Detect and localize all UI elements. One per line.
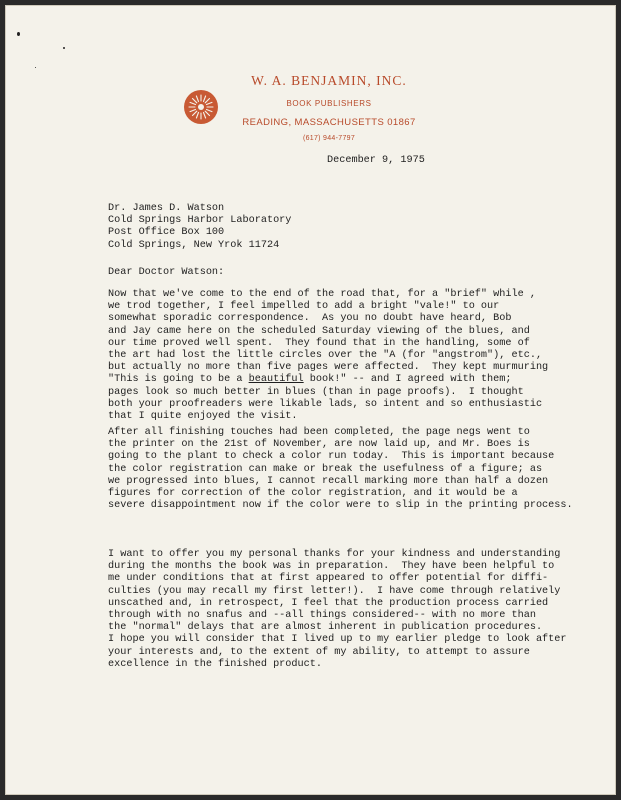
- body-line: pages look so much better in blues (than in page proofs). I thought: [108, 386, 524, 398]
- letter-page: [5, 5, 616, 795]
- body-line: both your proofreaders were likable lads, so intent and so enthusiastic: [108, 398, 543, 410]
- body-line: [108, 374, 548, 386]
- body-text: book!" -- and I agreed with them;: [303, 374, 512, 386]
- recipient-line: Post Office Box 100: [108, 227, 225, 239]
- body-line: but actually no more than five pages were affected. They kept murmuring: [108, 362, 549, 374]
- body-line: and Jay came here on the scheduled Saturday viewing of the blues, and: [108, 325, 530, 337]
- body-line: figures for correction of the color registration, and it would be a: [108, 488, 518, 500]
- body-line: me under conditions that at first appeared to offer potential for diffi-: [108, 573, 549, 585]
- body-line: going to the plant to check a color run today. This is important because: [108, 451, 555, 463]
- ink-speck: [17, 32, 20, 36]
- body-line: the art had lost the little circles over the "A (for "angstrom"), etc.,: [108, 350, 543, 362]
- paragraph-3: [108, 549, 567, 671]
- body-line: our time proved well spent. They found that in the handling, some of: [108, 337, 530, 349]
- body-line: somewhat sporadic correspondence. As you no doubt have heard, Bob: [108, 313, 512, 325]
- body-line: I hope you will consider that I lived up to my earlier pledge to look after: [108, 634, 567, 646]
- ink-speck: [35, 67, 36, 68]
- company-address: READING, MASSACHUSETTS 01867: [242, 117, 416, 128]
- recipient-line: Dr. James D. Watson: [108, 203, 225, 214]
- body-line: your interests and, to the extent of my ability, to attempt to assure: [108, 646, 530, 658]
- body-line: during the months the book was in preparation. They have been helpful to: [108, 561, 555, 573]
- paragraph-1: [108, 289, 548, 423]
- recipient-address: [108, 203, 291, 252]
- paragraph-2: [108, 427, 573, 512]
- underlined-word: beautiful: [248, 374, 304, 386]
- company-phone: (617) 944-7797: [302, 135, 356, 142]
- body-line: excellence in the finished product.: [108, 658, 322, 670]
- body-line: Now that we've come to the end of the road that, for a "brief" while ,: [108, 289, 536, 300]
- body-line: the "normal" delays that are almost inherent in publication procedures.: [108, 622, 543, 634]
- body-line: the printer on the 21st of November, are now laid up, and Mr. Boes is: [108, 439, 530, 451]
- body-line: severe disappointment now if the color were to slip in the printing process.: [108, 500, 573, 512]
- sunburst-icon: [183, 89, 219, 125]
- recipient-line: Cold Springs Harbor Laboratory: [108, 215, 292, 227]
- body-line: the color registration can make or break the usefulness of a figure; as: [108, 463, 543, 475]
- company-subtitle: BOOK PUBLISHERS: [286, 99, 372, 108]
- ink-speck: [63, 47, 65, 49]
- body-line: that I quite enjoyed the visit.: [108, 411, 298, 423]
- body-line: culties (you may recall my first letter!). I have come through relatively: [108, 585, 561, 597]
- body-line: we progressed into blues, I cannot recall marking more than half a dozen: [108, 475, 549, 487]
- company-name: W. A. BENJAMIN, INC.: [251, 73, 407, 88]
- body-line: I want to offer you my personal thanks for your kindness and understanding: [108, 549, 561, 560]
- body-text: "This is going to be a: [108, 374, 249, 386]
- body-line: through with no snafus and --all things considered-- with no more than: [108, 610, 536, 622]
- letter-date: December 9, 1975: [327, 155, 425, 166]
- body-line: we trod together, I feel impelled to add a bright "vale!" to our: [108, 301, 500, 313]
- salutation: Dear Doctor Watson:: [108, 267, 225, 278]
- recipient-line: Cold Springs, New Yrok 11724: [108, 239, 280, 251]
- body-line: unscathed and, in retrospect, I feel that the production process carried: [108, 597, 549, 609]
- body-line: After all finishing touches had been completed, the page negs went to: [108, 427, 530, 438]
